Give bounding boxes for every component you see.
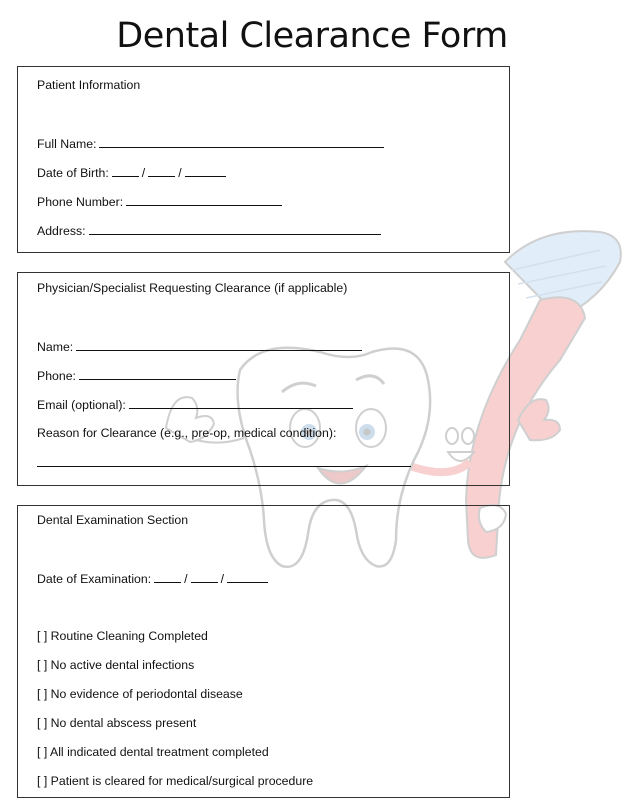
address-label: Address: bbox=[37, 224, 86, 238]
patient-information-section bbox=[17, 66, 510, 253]
page-title: Dental Clearance Form bbox=[116, 16, 508, 56]
checklist-item-treatment-completed[interactable]: [ ] All indicated dental treatment completed bbox=[37, 745, 269, 759]
exam-year-field[interactable] bbox=[227, 571, 268, 583]
reason-for-clearance-label: Reason for Clearance (e.g., pre-op, medical condition): bbox=[37, 426, 337, 440]
dob-day-field[interactable] bbox=[148, 165, 175, 177]
physician-name-label: Name: bbox=[37, 340, 74, 354]
address-field[interactable] bbox=[89, 223, 381, 235]
date-of-examination-row bbox=[37, 571, 268, 586]
full-name-label: Full Name: bbox=[37, 137, 97, 151]
date-of-birth-label: Date of Birth: bbox=[37, 166, 109, 180]
physician-phone-row bbox=[37, 368, 236, 383]
physician-name-row bbox=[37, 339, 362, 354]
dob-year-field[interactable] bbox=[185, 165, 226, 177]
section-heading: Dental Examination Section bbox=[37, 513, 189, 527]
checklist-item-routine-cleaning[interactable]: [ ] Routine Cleaning Completed bbox=[37, 629, 208, 643]
dental-examination-section bbox=[17, 505, 510, 798]
address-row bbox=[37, 223, 381, 238]
dob-month-field[interactable] bbox=[112, 165, 139, 177]
phone-number-label: Phone Number: bbox=[37, 195, 124, 209]
checklist-item-no-periodontal-disease[interactable]: [ ] No evidence of periodontal disease bbox=[37, 687, 243, 701]
checklist-item-no-abscess[interactable]: [ ] No dental abscess present bbox=[37, 716, 197, 730]
date-separator: / bbox=[184, 572, 188, 586]
date-of-examination-label: Date of Examination: bbox=[37, 572, 152, 586]
exam-day-field[interactable] bbox=[191, 571, 218, 583]
phone-number-field[interactable] bbox=[126, 194, 282, 206]
section-heading: Patient Information bbox=[37, 78, 141, 92]
reason-for-clearance-field[interactable] bbox=[37, 466, 411, 467]
physician-email-label: Email (optional): bbox=[37, 398, 126, 412]
physician-phone-label: Phone: bbox=[37, 369, 76, 383]
physician-section bbox=[17, 272, 510, 486]
date-of-birth-row bbox=[37, 165, 226, 180]
full-name-row bbox=[37, 136, 384, 151]
physician-phone-field[interactable] bbox=[79, 368, 236, 380]
phone-number-row bbox=[37, 194, 282, 209]
date-separator: / bbox=[220, 572, 224, 586]
full-name-field[interactable] bbox=[99, 136, 384, 148]
date-separator: / bbox=[178, 166, 182, 180]
physician-email-field[interactable] bbox=[129, 397, 353, 409]
toothbrush-bristles-icon bbox=[505, 231, 621, 318]
checklist-item-patient-cleared[interactable]: [ ] Patient is cleared for medical/surgical procedure bbox=[37, 774, 314, 788]
date-separator: / bbox=[141, 166, 146, 180]
exam-month-field[interactable] bbox=[154, 571, 181, 583]
physician-email-row bbox=[37, 397, 353, 412]
section-heading: Physician/Specialist Requesting Clearance (if applicable) bbox=[37, 281, 348, 295]
checklist-item-no-infections[interactable]: [ ] No active dental infections bbox=[37, 658, 195, 672]
physician-name-field[interactable] bbox=[76, 339, 362, 351]
